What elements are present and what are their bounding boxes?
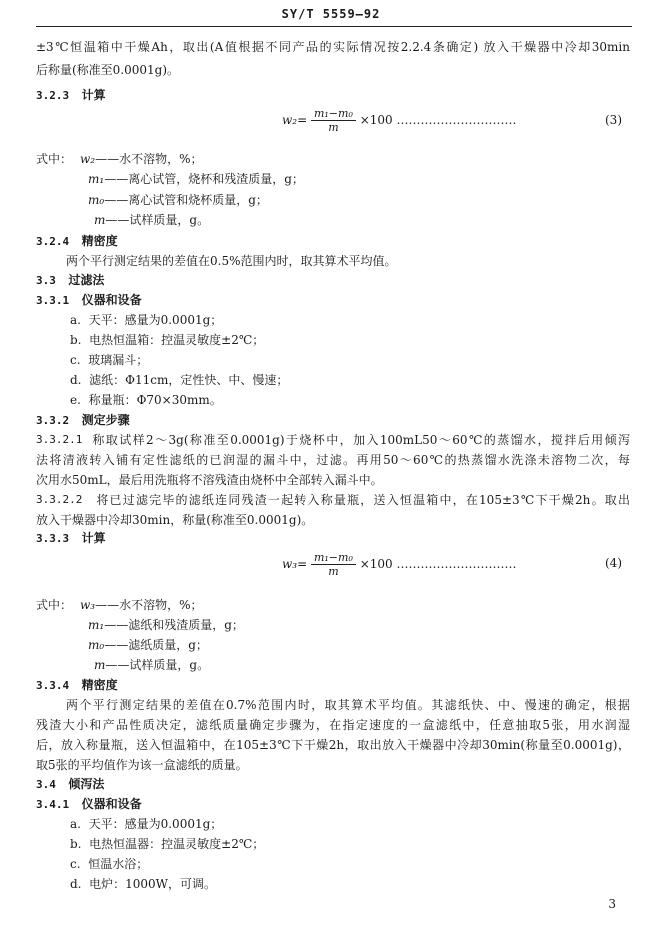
description: ——滤纸和残渣质量，g； xyxy=(104,618,244,632)
section-number: 3.3.4 xyxy=(36,679,70,692)
section-3-3-4-heading xyxy=(36,677,118,694)
list-text: 天平：感量为0.0001g； xyxy=(88,817,223,831)
symbol: m₀ xyxy=(88,638,105,652)
section-3-3-heading xyxy=(36,272,104,289)
symbol: m xyxy=(94,213,106,227)
section-3-4-heading xyxy=(36,776,104,793)
header-rule xyxy=(36,26,632,27)
symbol: m xyxy=(94,658,106,672)
list-item xyxy=(70,836,264,852)
formula-tail: ×100 xyxy=(359,113,393,127)
where-item xyxy=(94,657,209,673)
intro-line-2: 后称量(称准至0.0001g)。 xyxy=(36,63,180,77)
list-marker: d. xyxy=(70,373,82,387)
symbol: m₁ xyxy=(88,618,105,632)
description: ——水不溶物，%； xyxy=(95,152,203,166)
list-marker: d. xyxy=(70,877,82,891)
formula-lhs: w₂= xyxy=(282,113,308,127)
list-item xyxy=(70,372,288,388)
precision-text: 两个平行测定结果的差值在0.5%范围内时，取其算术平均值。 xyxy=(66,254,397,268)
list-item xyxy=(70,856,148,872)
list-item xyxy=(70,332,264,348)
page-number: 3 xyxy=(608,897,616,911)
list-marker: e. xyxy=(70,393,81,407)
paragraph-3-3-2-2-line-1 xyxy=(36,492,630,508)
formula-lhs: w₃= xyxy=(282,557,308,571)
section-number: 3.3.1 xyxy=(36,294,70,307)
section-title: 精密度 xyxy=(81,678,118,692)
section-number: 3.3.2.2 xyxy=(36,493,83,506)
section-title: 仪器和设备 xyxy=(81,797,142,811)
section-title: 计算 xyxy=(81,531,106,545)
formula-numerator: m₁−m₀ xyxy=(311,107,356,121)
section-number: 3.2.4 xyxy=(36,235,70,248)
formula-denominator: m xyxy=(328,121,339,134)
list-marker: a. xyxy=(70,313,81,327)
section-number: 3.2.3 xyxy=(36,89,70,102)
description: ——试样质量，g。 xyxy=(105,213,210,227)
list-marker: b. xyxy=(70,837,82,851)
section-number: 3.4.1 xyxy=(36,798,70,811)
section-title: 计算 xyxy=(81,88,106,102)
section-3-2-4-heading xyxy=(36,233,118,250)
section-number: 3.3 xyxy=(36,274,56,287)
intro-line-1: ±3℃恒温箱中干燥Ah，取出(A值根据不同产品的实际情况按2.2.4条确定) 放入干燥器中冷却30min xyxy=(36,40,630,54)
standard-code-header: SY/T 5559—92 xyxy=(281,7,381,21)
list-text: 天平：感量为0.0001g； xyxy=(88,313,223,327)
section-3-2-3-heading xyxy=(36,87,106,104)
list-item xyxy=(70,392,222,408)
formula-leader-dots: ………………………… xyxy=(396,557,517,571)
paragraph-3-3-4-line-4: 取5张的平均值作为该一盒滤纸的质量。 xyxy=(36,758,248,772)
section-title: 过滤法 xyxy=(68,273,105,287)
formula-3-number: (3) xyxy=(605,113,622,127)
section-title: 仪器和设备 xyxy=(81,293,142,307)
formula-4-number: (4) xyxy=(605,556,622,570)
list-item xyxy=(70,312,222,328)
paragraph-3-3-4-line-2: 残渣大小和产品性质决定，滤纸质量确定步骤为，在指定速度的一盒滤纸中，任意抽取5张，用水润湿 xyxy=(36,718,630,732)
description: ——离心试管和烧杯质量，g； xyxy=(104,193,268,207)
where-item xyxy=(80,597,203,613)
list-marker: b. xyxy=(70,333,82,347)
list-marker: c. xyxy=(70,353,81,367)
symbol: w₂ xyxy=(80,152,96,166)
where-lead: 式中： xyxy=(36,152,73,166)
where-item xyxy=(88,617,244,633)
section-number: 3.3.2 xyxy=(36,414,70,427)
formula-leader-dots: ………………………… xyxy=(396,113,517,127)
symbol: m₀ xyxy=(88,193,105,207)
section-number: 3.4 xyxy=(36,778,56,791)
section-3-3-1-heading xyxy=(36,292,142,309)
symbol: w₃ xyxy=(80,598,96,612)
section-title: 测定步骤 xyxy=(81,413,130,427)
list-text: 电炉：1000W，可调。 xyxy=(89,877,217,891)
list-text: 恒温水浴； xyxy=(88,857,149,871)
paragraph-3-3-2-1-line-3: 次用水50mL，最后用洗瓶将不溶残渣由烧杯中全部转入漏斗中。 xyxy=(36,473,383,487)
where-item xyxy=(80,151,203,167)
paragraph-3-3-4-line-3: 后，放入称量瓶，送入恒温箱中，在105±3℃下干燥2h，取出放入干燥器中冷却30min(称量至0.0001g)， xyxy=(36,738,630,752)
paragraph-3-3-2-1-line-1 xyxy=(36,432,630,448)
where-lead: 式中： xyxy=(36,598,73,612)
section-3-3-3-heading xyxy=(36,530,106,547)
list-item xyxy=(70,876,216,892)
where-item xyxy=(94,212,209,228)
paragraph-3-3-4-line-1: 两个平行测定结果的差值在0.7%范围内时，取其算术平均值。其滤纸快、中、慢速的确定，根据 xyxy=(66,698,630,712)
section-number: 3.3.3 xyxy=(36,532,70,545)
list-item xyxy=(70,816,222,832)
section-number: 3.3.2.1 xyxy=(36,433,83,446)
formula-fraction xyxy=(311,107,356,134)
section-title: 倾泻法 xyxy=(68,777,105,791)
list-text: 称量瓶：Φ70×30mm。 xyxy=(88,393,222,407)
paragraph-text: 将已过滤完毕的滤纸连同残渣一起转入称量瓶，送入恒温箱中，在105±3℃下干燥2h。取出 xyxy=(96,493,630,507)
list-text: 电热恒温器：控温灵敏度±2℃； xyxy=(89,837,265,851)
paragraph-text: 称取试样2～3g(称准至0.0001g)于烧杯中，加入100mL50～60℃的蒸馏水，搅拌后用倾泻 xyxy=(92,433,630,447)
section-title: 精密度 xyxy=(81,234,118,248)
list-marker: a. xyxy=(70,817,81,831)
paragraph-3-3-2-1-line-2: 法将清液转入铺有定性滤纸的已润湿的漏斗中，过滤。再用50～60℃的热蒸馏水洗涤未溶物二次，每 xyxy=(36,453,630,467)
list-text: 电热恒温箱：控温灵敏度±2℃； xyxy=(89,333,265,347)
formula-tail: ×100 xyxy=(359,557,393,571)
list-text: 滤纸：Φ11cm，定性快、中、慢速； xyxy=(89,373,289,387)
list-text: 玻璃漏斗； xyxy=(88,353,149,367)
section-3-3-2-heading xyxy=(36,412,130,429)
formula-denominator: m xyxy=(328,565,339,578)
paragraph-3-3-2-2-line-2: 放入干燥器中冷却30min，称量(称准至0.0001g)。 xyxy=(36,513,314,527)
where-item xyxy=(88,637,208,653)
formula-fraction xyxy=(311,551,356,578)
symbol: m₁ xyxy=(88,172,105,186)
description: ——水不溶物，%； xyxy=(95,598,203,612)
formula-numerator: m₁−m₀ xyxy=(311,551,356,565)
description: ——离心试管，烧杯和残渣质量，g； xyxy=(104,172,304,186)
where-item xyxy=(88,192,268,208)
formula-4 xyxy=(282,551,517,578)
section-3-4-1-heading xyxy=(36,796,142,813)
where-item xyxy=(88,171,304,187)
description: ——试样质量，g。 xyxy=(105,658,210,672)
formula-3 xyxy=(282,107,517,134)
list-marker: c. xyxy=(70,857,81,871)
list-item xyxy=(70,352,148,368)
description: ——滤纸质量，g； xyxy=(104,638,208,652)
